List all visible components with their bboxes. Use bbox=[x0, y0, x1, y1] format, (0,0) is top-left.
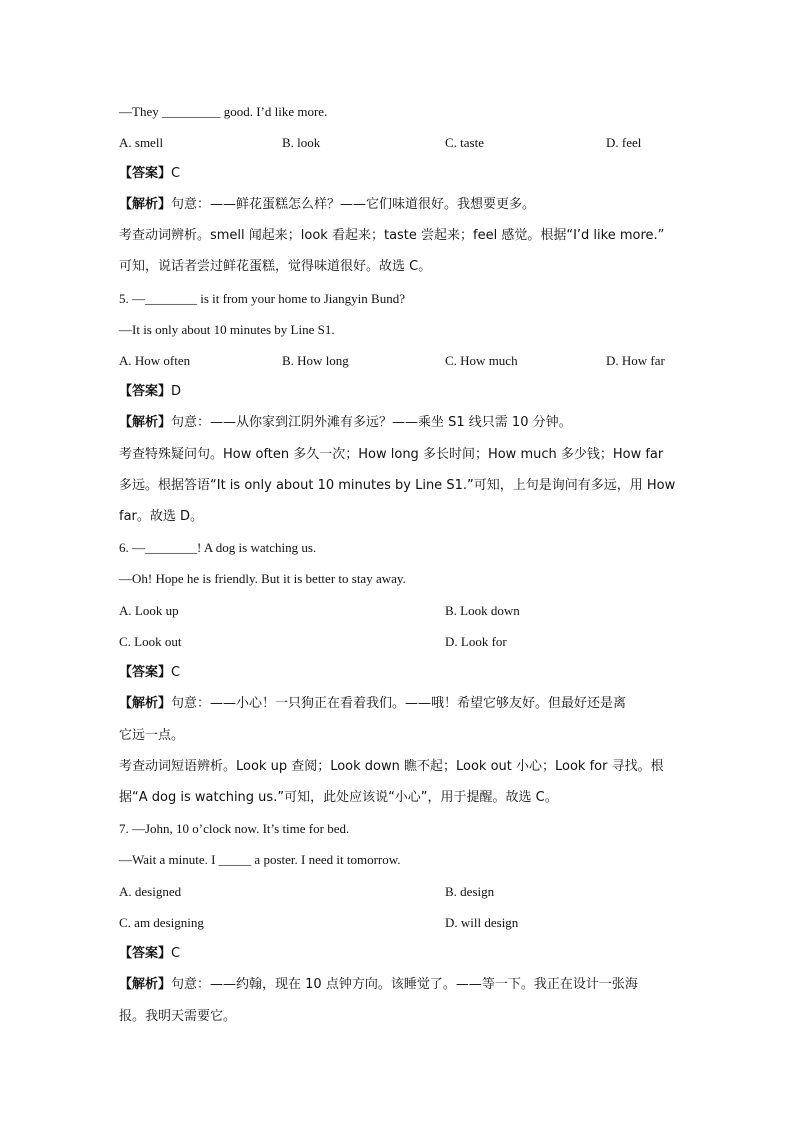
q6-stem-line-2: —Oh! Hope he is friendly. But it is better to stay away. bbox=[119, 571, 406, 586]
answer-value: C bbox=[171, 166, 181, 181]
answer-value: D bbox=[171, 384, 182, 399]
answer-tag: 【答案】 bbox=[119, 665, 172, 680]
analysis-tag: 【解析】 bbox=[119, 197, 172, 212]
q7-analysis-line-1 bbox=[119, 975, 684, 995]
analysis-text: 句意：——从你家到江阴外滩有多远？——乘坐 S1 线只需 10 分钟。 bbox=[171, 415, 572, 430]
q6-option-a: A. Look up bbox=[119, 603, 179, 618]
q6-option-b: B. Look down bbox=[445, 603, 520, 618]
q5-option-a: A. How often bbox=[119, 353, 191, 368]
q7-stem-line-2: —Wait a minute. I _____ a poster. I need it tomorrow. bbox=[119, 852, 401, 867]
q5-option-b: B. How long bbox=[282, 353, 349, 368]
q5-analysis-line-4: far。故选 D。 bbox=[119, 509, 204, 524]
q6-analysis-line-4: 据“A dog is watching us.”可知，此处应该说“小心”，用于提醒。故选 C。 bbox=[119, 790, 558, 805]
q5-options bbox=[119, 351, 684, 371]
q5-answer bbox=[119, 382, 684, 402]
q6-option-c: C. Look out bbox=[119, 634, 182, 649]
q7-options-row-2 bbox=[119, 913, 684, 933]
q5-stem-line-1: 5. —________ is it from your home to Jiangyin Bund? bbox=[119, 291, 405, 306]
q5-analysis-line-2: 考查特殊疑问句。How often 多久一次；How long 多长时间；How much 多少钱；How far bbox=[119, 447, 664, 462]
q7-option-c: C. am designing bbox=[119, 915, 204, 930]
q4-answer bbox=[119, 164, 684, 184]
q4-options bbox=[119, 133, 684, 153]
analysis-tag: 【解析】 bbox=[119, 977, 172, 992]
q7-option-d: D. will design bbox=[445, 915, 519, 930]
q6-options-row-2 bbox=[119, 632, 684, 652]
q6-stem-line-1: 6. —________! A dog is watching us. bbox=[119, 540, 317, 555]
answer-tag: 【答案】 bbox=[119, 166, 172, 181]
answer-value: C bbox=[171, 665, 181, 680]
analysis-text: 句意：——小心！一只狗正在看着我们。——哦！希望它够友好。但最好还是离 bbox=[171, 696, 627, 711]
q6-analysis-line-2: 它远一点。 bbox=[119, 728, 185, 743]
q7-stem-line-1: 7. —John, 10 o’clock now. It’s time for bed. bbox=[119, 821, 350, 836]
q7-analysis-line-2: 报。我明天需要它。 bbox=[119, 1009, 237, 1024]
q4-analysis-line-3: 可知，说话者尝过鲜花蛋糕，觉得味道很好。故选 C。 bbox=[119, 259, 432, 274]
q5-option-d: D. How far bbox=[606, 353, 665, 368]
q4-option-b: B. look bbox=[282, 135, 321, 150]
q6-answer bbox=[119, 663, 684, 683]
q6-analysis-line-3: 考查动词短语辨析。Look up 查阅；Look down 瞧不起；Look out 小心；Look for 寻找。根 bbox=[119, 759, 664, 774]
q4-analysis-line-2: 考查动词辨析。smell 闻起来；look 看起来；taste 尝起来；feel 感觉。根据“I’d like more.” bbox=[119, 228, 665, 243]
analysis-text: 句意：——约翰，现在 10 点钟方向。该睡觉了。——等一下。我正在设计一张海 bbox=[171, 977, 638, 992]
q5-analysis-line-3: 多远。根据答语“It is only about 10 minutes by Line S1.”可知，上句是询问有多远，用 How bbox=[119, 478, 676, 493]
analysis-tag: 【解析】 bbox=[119, 696, 172, 711]
q7-option-b: B. design bbox=[445, 884, 495, 899]
q4-option-c: C. taste bbox=[445, 135, 484, 150]
q4-stem-line: —They _________ good. I’d like more. bbox=[119, 104, 328, 119]
q6-analysis-line-1 bbox=[119, 694, 684, 714]
answer-value: C bbox=[171, 946, 181, 961]
answer-tag: 【答案】 bbox=[119, 384, 172, 399]
analysis-tag: 【解析】 bbox=[119, 415, 172, 430]
q5-analysis-line-1 bbox=[119, 413, 684, 433]
q4-option-d: D. feel bbox=[606, 135, 642, 150]
q4-option-a: A. smell bbox=[119, 135, 164, 150]
q7-answer bbox=[119, 944, 684, 964]
q6-options-row-1 bbox=[119, 601, 684, 621]
analysis-text: 句意：——鲜花蛋糕怎么样？——它们味道很好。我想要更多。 bbox=[171, 197, 536, 212]
q7-options-row-1 bbox=[119, 882, 684, 902]
q5-stem-line-2: —It is only about 10 minutes by Line S1. bbox=[119, 322, 335, 337]
q6-option-d: D. Look for bbox=[445, 634, 507, 649]
answer-tag: 【答案】 bbox=[119, 946, 172, 961]
q5-option-c: C. How much bbox=[445, 353, 518, 368]
q4-analysis-line-1 bbox=[119, 195, 684, 215]
q7-option-a: A. designed bbox=[119, 884, 182, 899]
